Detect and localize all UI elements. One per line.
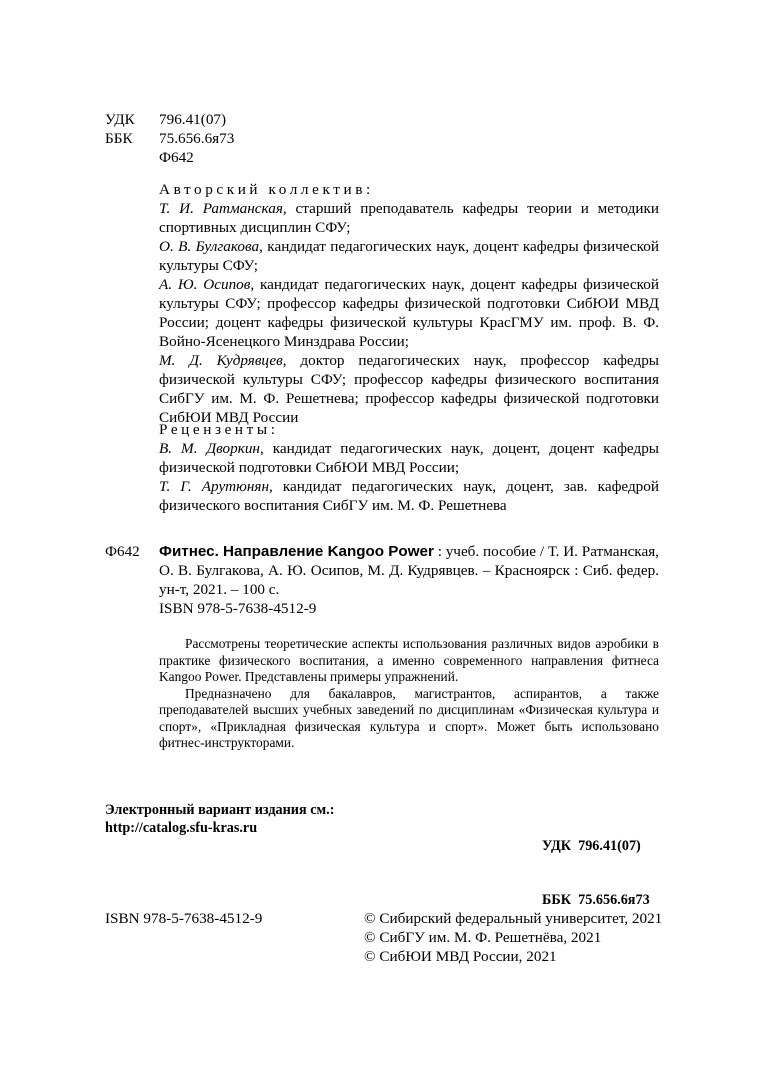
book-title: Фитнес. Направление Kangoo Power: [159, 543, 434, 560]
annotation: [159, 636, 659, 752]
classification-block: [105, 110, 234, 167]
annotation-paragraph: Рассмотрены теоретические аспекты использования различных видов аэробики в практике физического воспитания, а именно современного направления фитнеса Kangoo Power. Представлены примеры упражнений.: [159, 636, 659, 684]
udk-line: УДК 796.41(07): [105, 111, 227, 128]
author-entry: О. В. Булгакова, кандидат педагогических наук, доцент кафедры физической культуры СФУ;: [159, 238, 659, 274]
copyright-line: © СибГУ им. М. Ф. Решетнёва, 2021: [364, 929, 602, 946]
bbk-line: ББК 75.656.6я73: [105, 130, 235, 147]
author-entry: Т. И. Ратманская, старший преподаватель кафедры теории и методики спортивных дисциплин СФУ;: [159, 200, 659, 236]
copyright-line: © СибЮИ МВД России, 2021: [364, 948, 557, 965]
electronic-version: [105, 801, 334, 837]
record-details: : учеб. пособие / Т. И. Ратманская, О. В. Булгакова, А. Ю. Осипов, М. Д. Кудрявцев. – Красноярск : Сиб. федер. ун-т, 2021. – 100 с.: [159, 543, 659, 598]
copyright-line: © Сибирский федеральный университет, 2021: [364, 910, 663, 927]
record-mark: Ф642: [105, 543, 140, 560]
reviewer-entry: Т. Г. Арутюнян, кандидат педагогических наук, доцент, зав. кафедрой физического воспитания СибГУ им. М. Ф. Решетнева: [159, 478, 659, 514]
footer-isbn: ISBN 978-5-7638-4512-9: [105, 910, 263, 927]
reviewers-section: [159, 420, 659, 515]
reviewers-heading: Рецензенты:: [159, 421, 279, 438]
catalog-url[interactable]: http://catalog.sfu-kras.ru: [105, 820, 258, 836]
author-mark-line: Ф642: [159, 149, 194, 166]
electronic-label: Электронный вариант издания см.:: [105, 802, 335, 818]
author-entry: М. Д. Кудрявцев, доктор педагогических наук, профессор кафедры физической культуры СФУ; профессор кафедры физического воспитания СибГУ им. М. Ф. Решетнева; профессор кафедры физической подготовки СибЮИ МВД России: [159, 352, 659, 426]
author-entry: А. Ю. Осипов, кандидат педагогических наук, доцент кафедры физической культуры СФУ; профессор кафедры физической подготовки СибЮИ МВД России; доцент кафедры физической культуры КрасГМУ им. проф. В. Ф. Войно-Ясенецкого Минздрава России;: [159, 276, 659, 350]
bbk-bold: ББК 75.656.6я73: [542, 892, 650, 908]
record-isbn: ISBN 978-5-7638-4512-9: [159, 600, 317, 617]
authors-heading: Авторский коллектив:: [159, 181, 374, 198]
annotation-paragraph: Предназначено для бакалавров, магистрантов, аспирантов, а также преподавателей высших учебных заведений по дисциплинам «Физическая культура и спорт», «Прикладная физическая культура и спорт». Может быть использовано фитнес-инструкторами.: [159, 685, 659, 750]
udk-bold: УДК 796.41(07): [542, 838, 641, 854]
copyright-block: [364, 909, 662, 966]
bibliographic-record: [159, 542, 659, 618]
reviewer-entry: В. М. Дворкин, кандидат педагогических наук, доцент, доцент кафедры физической подготовки СибЮИ МВД России;: [159, 440, 659, 476]
authors-section: [159, 180, 659, 427]
